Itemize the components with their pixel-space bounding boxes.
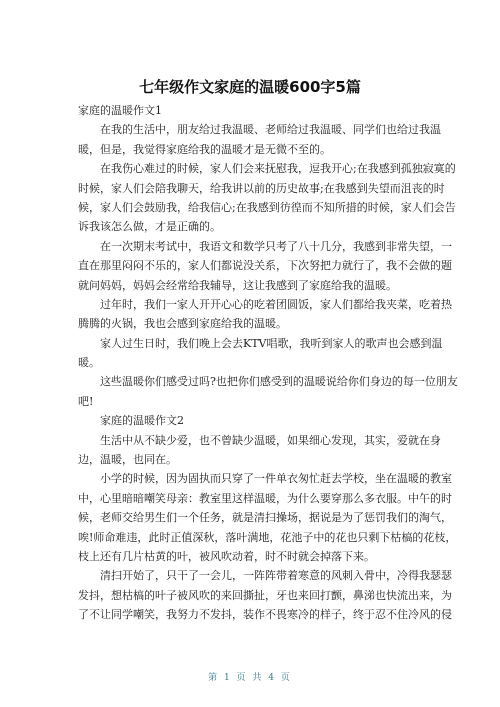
text-line: 在一次期末考试中，我语文和数学只考了八十几分，我感到非常失望，一 [100,239,452,253]
document-title: 七年级作文家庭的温暖600字5篇 [139,78,361,96]
text-line: 暖。 [78,356,100,370]
text-line: 直在那里闷闷不乐的，家人们都说没关系，下次努把力就行了，我不会做的题 [78,259,452,273]
text-line: 候，老师交给男生们一个任务，就是清扫操场，据说是为了惩罚我们的淘气， [78,511,452,525]
text-line: 在我伤心难过的时候，家人们会来抚慰我，逗我开心;在我感到孤独寂寞的 [100,162,456,176]
text-line: 唉!师命难违，此时正值深秋，落叶满地，花池子中的花也只剩下枯槁的花枝， [78,530,457,544]
text-line: 家庭的温暖作文2 [100,414,184,428]
text-line: 家人过生日时，我们晚上会去KTV唱歌，我听到家人的歌声也会感到温 [100,336,443,350]
page-footer: 第 1 页 共 4 页 [208,673,292,683]
text-line: 腾腾的火锅，我也会感到家庭给我的温暖。 [78,317,287,331]
text-line: 边，温暖，也同在。 [78,453,177,467]
text-line: 中，心里暗暗嘲笑母亲：教室里这样温暖，为什么要穿那么多衣服。中午的时 [78,491,452,505]
text-line: 枝上还有几片枯黄的叶，被风吹动着，时不时就会掉落下来。 [78,549,375,563]
text-line: 吧! [78,394,94,408]
text-line: 暖，但是，我觉得家庭给我的温暖才是无微不至的。 [78,142,331,156]
text-line: 了不让同学嘲笑，我努力不发抖，装作不畏寒冷的样子，终于忍不住冷风的侵 [78,608,452,622]
document-body [78,101,458,625]
text-line: 生活中从不缺少爱，也不曾缺少温暖，如果细心发现，其实，爱就在身 [100,433,441,447]
text-line: 过年时，我们一家人开开心心的吃着团圆饭，家人们都给我夹菜，吃着热 [100,297,452,311]
text-line: 时候，家人们会陪我聊天，给我讲以前的历史故事;在我感到失望而沮丧的时 [78,181,445,195]
text-line: 就问妈妈，妈妈会经常给我辅导，这让我感到了家庭给我的温暖。 [78,278,397,292]
text-line: 发抖，想枯槁的叶子被风吹的来回撕扯，牙也来回打颤，鼻涕也快流出来，为 [78,588,452,602]
text-line: 诉我该怎么做，才是正确的。 [78,220,221,234]
text-line: 小学的时候，因为固执而只穿了一件单衣匆忙赶去学校，坐在温暖的教室 [100,472,452,486]
text-line: 这些温暖你们感受过吗?也把你们感受到的温暖说给你们身边的每一位朋友 [100,375,458,389]
text-line: 家庭的温暖作文1 [78,104,162,117]
text-line: 清扫开始了，只干了一会儿，一阵阵带着寒意的风刺入骨中，冷得我瑟瑟 [100,569,452,583]
text-line: 候，家人们会鼓励我，给我信心;在我感到彷徨而不知所措的时候，家人们会告 [78,200,456,214]
text-line: 在我的生活中，朋友给过我温暖、老师给过我温暖、同学们也给过我温 [100,123,441,137]
